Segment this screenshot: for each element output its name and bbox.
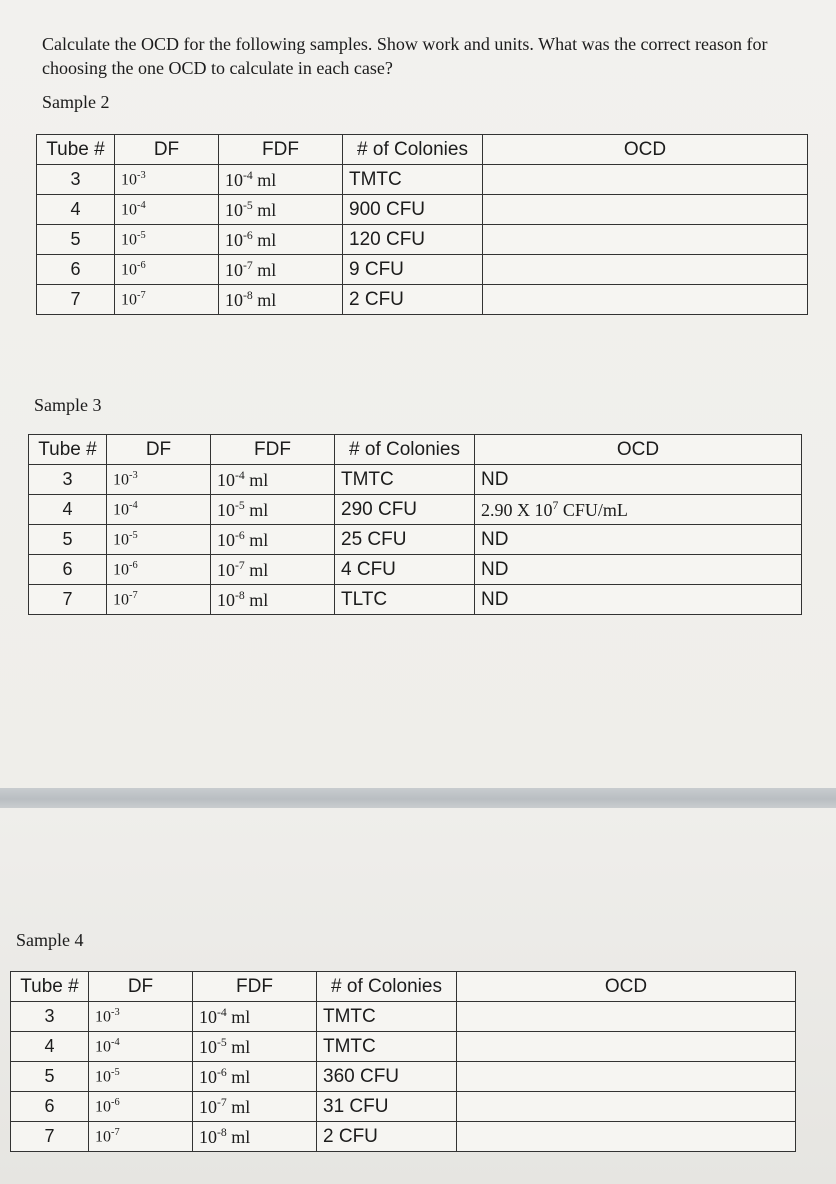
tube-cell: 7	[11, 1122, 89, 1152]
tube-cell: 3	[29, 465, 107, 495]
header-fdf: FDF	[211, 435, 335, 465]
final-dilution-factor-cell: $10^{-6}$ ml	[193, 1062, 317, 1092]
ocd-cell	[457, 1092, 796, 1122]
sample-2-table	[36, 134, 808, 315]
table-row	[11, 1032, 796, 1062]
tube-cell: 7	[29, 585, 107, 615]
final-dilution-factor-cell: $10^{-4}$ ml	[211, 465, 335, 495]
dilution-factor-cell: $10^{-5}$	[107, 525, 211, 555]
ocd-cell	[483, 225, 808, 255]
final-dilution-factor-cell: $10^{-5}$ ml	[193, 1032, 317, 1062]
table-row	[11, 1092, 796, 1122]
page-divider	[0, 788, 836, 810]
header-df: DF	[115, 135, 219, 165]
colony-count-cell: 900 CFU	[343, 195, 483, 225]
colony-count-cell: 2 CFU	[317, 1122, 457, 1152]
table-header-row	[11, 972, 796, 1002]
colony-count-cell: 360 CFU	[317, 1062, 457, 1092]
dilution-factor-cell: $10^{-7}$	[115, 285, 219, 315]
header-ocd: OCD	[475, 435, 802, 465]
colony-count-cell: 9 CFU	[343, 255, 483, 285]
sample-4-rows	[11, 1002, 796, 1152]
dilution-factor-cell: $10^{-5}$	[89, 1062, 193, 1092]
tube-cell: 3	[11, 1002, 89, 1032]
header-df: DF	[107, 435, 211, 465]
dilution-factor-cell: $10^{-3}$	[107, 465, 211, 495]
final-dilution-factor-cell: $10^{-4}$ ml	[193, 1002, 317, 1032]
header-df: DF	[89, 972, 193, 1002]
table-row	[29, 525, 802, 555]
dilution-factor-cell: $10^{-6}$	[107, 555, 211, 585]
header-ocd: OCD	[483, 135, 808, 165]
sample-2-rows	[37, 165, 808, 315]
colony-count-cell: TMTC	[317, 1002, 457, 1032]
tube-cell: 4	[37, 195, 115, 225]
tube-cell: 5	[37, 225, 115, 255]
header-fdf: FDF	[193, 972, 317, 1002]
ocd-cell	[483, 165, 808, 195]
sample-label: Sample 4	[16, 930, 84, 950]
table-row	[37, 285, 808, 315]
tube-cell: 4	[29, 495, 107, 525]
ocd-cell	[457, 1032, 796, 1062]
colony-count-cell: 2 CFU	[343, 285, 483, 315]
table-row	[29, 585, 802, 615]
dilution-factor-cell: $10^{-3}$	[115, 165, 219, 195]
header-tube: Tube #	[29, 435, 107, 465]
final-dilution-factor-cell: $10^{-6}$ ml	[211, 525, 335, 555]
tube-cell: 7	[37, 285, 115, 315]
final-dilution-factor-cell: $10^{-7}$ ml	[219, 255, 343, 285]
dilution-factor-cell: $10^{-4}$	[107, 495, 211, 525]
ocd-cell: ND	[475, 525, 802, 555]
ocd-cell: 2.90 X $10^7$ CFU/mL	[475, 495, 802, 525]
ocd-cell	[483, 255, 808, 285]
sample-3-rows	[29, 465, 802, 615]
table-header-row	[29, 435, 802, 465]
tube-cell: 6	[29, 555, 107, 585]
ocd-cell: ND	[475, 585, 802, 615]
header-colonies: # of Colonies	[343, 135, 483, 165]
colony-count-cell: TMTC	[317, 1032, 457, 1062]
header-fdf: FDF	[219, 135, 343, 165]
tube-cell: 3	[37, 165, 115, 195]
header-ocd: OCD	[457, 972, 796, 1002]
ocd-cell	[483, 285, 808, 315]
header-colonies: # of Colonies	[335, 435, 475, 465]
final-dilution-factor-cell: $10^{-8}$ ml	[193, 1122, 317, 1152]
dilution-factor-cell: $10^{-4}$	[115, 195, 219, 225]
final-dilution-factor-cell: $10^{-5}$ ml	[219, 195, 343, 225]
table-row	[11, 1122, 796, 1152]
colony-count-cell: 290 CFU	[335, 495, 475, 525]
final-dilution-factor-cell: $10^{-7}$ ml	[193, 1092, 317, 1122]
dilution-factor-cell: $10^{-7}$	[107, 585, 211, 615]
final-dilution-factor-cell: $10^{-8}$ ml	[211, 585, 335, 615]
table-row	[29, 465, 802, 495]
question-text: Calculate the OCD for the following samples. Show work and units. What was the correct reason for choosing the one OCD to calculate in each case?	[42, 34, 768, 78]
ocd-cell	[457, 1002, 796, 1032]
header-colonies: # of Colonies	[317, 972, 457, 1002]
sample-3-table	[28, 434, 802, 615]
colony-count-cell: 25 CFU	[335, 525, 475, 555]
table-row	[37, 225, 808, 255]
table-row	[37, 255, 808, 285]
dilution-factor-cell: $10^{-7}$	[89, 1122, 193, 1152]
sample-label: Sample 2	[42, 92, 110, 112]
tube-cell: 4	[11, 1032, 89, 1062]
colony-count-cell: 4 CFU	[335, 555, 475, 585]
table-row	[29, 555, 802, 585]
colony-count-cell: TMTC	[335, 465, 475, 495]
ocd-cell: ND	[475, 465, 802, 495]
table-header-row	[37, 135, 808, 165]
ocd-cell	[457, 1122, 796, 1152]
dilution-factor-cell: $10^{-4}$	[89, 1032, 193, 1062]
final-dilution-factor-cell: $10^{-7}$ ml	[211, 555, 335, 585]
colony-count-cell: TMTC	[343, 165, 483, 195]
ocd-cell	[483, 195, 808, 225]
dilution-factor-cell: $10^{-6}$	[115, 255, 219, 285]
table-row	[29, 495, 802, 525]
table-row	[37, 165, 808, 195]
ocd-cell: ND	[475, 555, 802, 585]
tube-cell: 5	[29, 525, 107, 555]
colony-count-cell: 31 CFU	[317, 1092, 457, 1122]
dilution-factor-cell: $10^{-6}$	[89, 1092, 193, 1122]
final-dilution-factor-cell: $10^{-8}$ ml	[219, 285, 343, 315]
ocd-cell	[457, 1062, 796, 1092]
sample-label: Sample 3	[34, 395, 102, 415]
colony-count-cell: TLTC	[335, 585, 475, 615]
sample-4-table	[10, 971, 796, 1152]
dilution-factor-cell: $10^{-5}$	[115, 225, 219, 255]
colony-count-cell: 120 CFU	[343, 225, 483, 255]
dilution-factor-cell: $10^{-3}$	[89, 1002, 193, 1032]
table-row	[37, 195, 808, 225]
table-row	[11, 1002, 796, 1032]
tube-cell: 6	[37, 255, 115, 285]
tube-cell: 6	[11, 1092, 89, 1122]
final-dilution-factor-cell: $10^{-4}$ ml	[219, 165, 343, 195]
final-dilution-factor-cell: $10^{-5}$ ml	[211, 495, 335, 525]
header-tube: Tube #	[11, 972, 89, 1002]
final-dilution-factor-cell: $10^{-6}$ ml	[219, 225, 343, 255]
table-row	[11, 1062, 796, 1092]
tube-cell: 5	[11, 1062, 89, 1092]
header-tube: Tube #	[37, 135, 115, 165]
